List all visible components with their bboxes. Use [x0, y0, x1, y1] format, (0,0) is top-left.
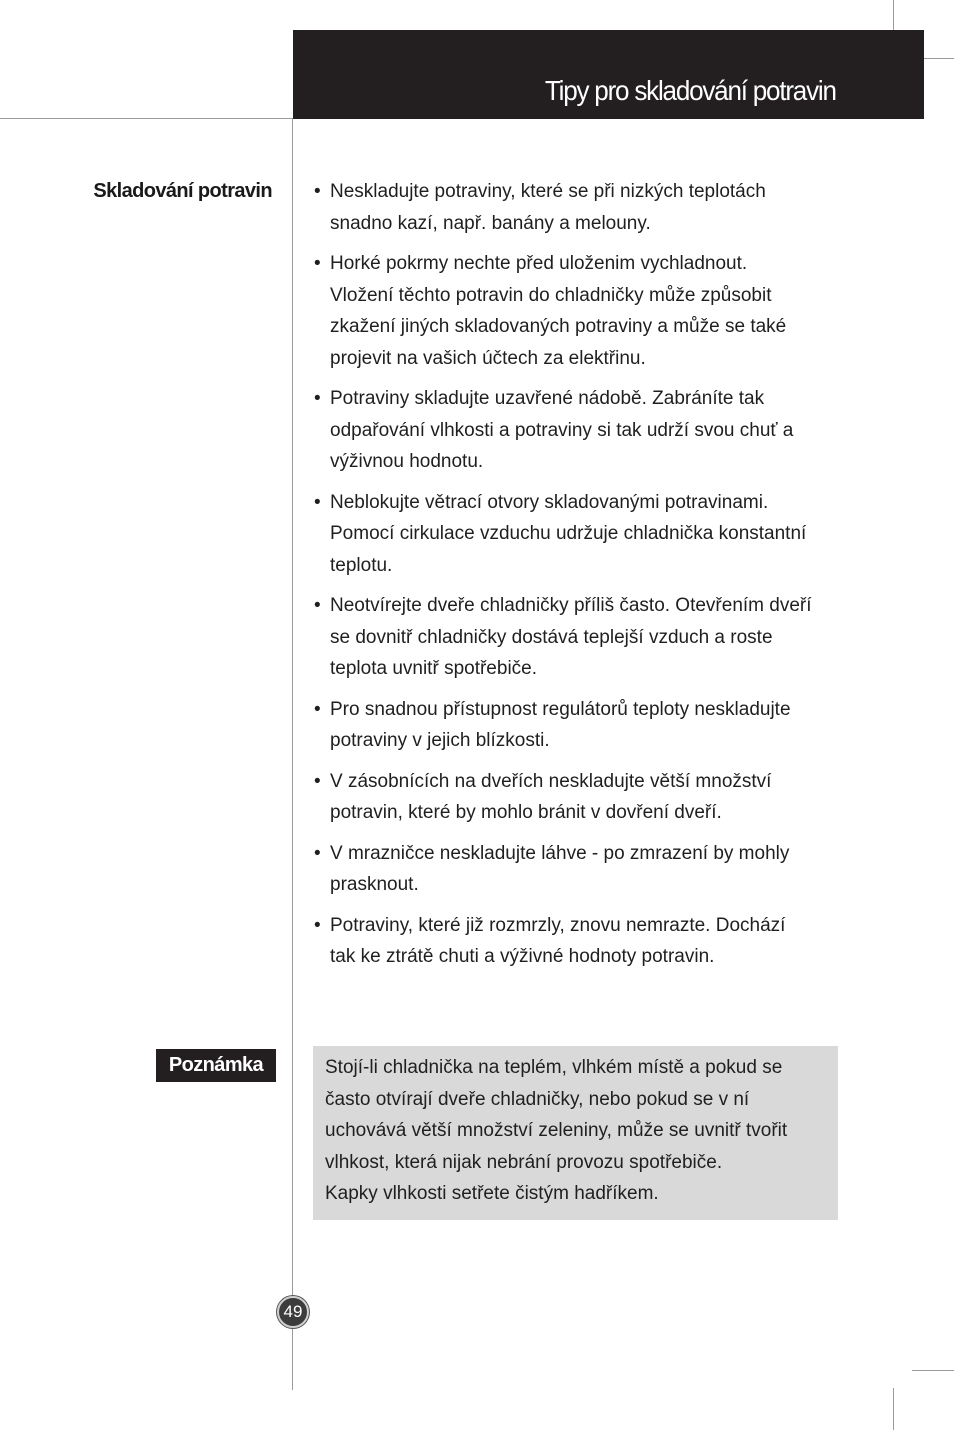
tip-item — [313, 176, 853, 239]
tip-item — [313, 694, 853, 757]
crop-mark-bottom — [893, 1388, 894, 1430]
tip-text-line: se dovnitř chladničky dostává teplejší vzduch a roste — [330, 626, 773, 648]
bullet-icon: • — [314, 595, 321, 616]
tip-text-line: Potraviny, které již rozmrzly, znovu nemrazte. Dochází — [330, 914, 786, 936]
tip-text-line: výživnou hodnotu. — [330, 451, 484, 472]
tip-text-line: Pomocí cirkulace vzduchu udržuje chladnička konstantní — [330, 523, 807, 544]
tip-text-line: Vložení těchto potravin do chladničky může způsobit — [330, 284, 772, 306]
crop-mark-bottom-right — [912, 1370, 954, 1371]
bullet-icon: • — [314, 842, 321, 864]
page-title: Tipy pro skladování potravin — [545, 75, 836, 106]
note-text-line: vlhkost, která nijak nebrání provozu spotřebiče. — [325, 1151, 723, 1173]
note-text-line: uchovává větší množství zeleniny, může se uvnitř tvořit — [325, 1120, 788, 1141]
tip-text-line: Neskladujte potraviny, které se při nizkých teplotách — [330, 181, 766, 202]
tip-text-line: tak ke ztrátě chuti a výživné hodnoty potravin. — [330, 946, 715, 967]
tip-item — [313, 838, 853, 901]
tip-text-line: odpařování vlhkosti a potraviny si tak udrží svou chuť a — [330, 419, 794, 441]
tip-item — [313, 766, 853, 829]
section-heading: Skladování potravin — [93, 180, 272, 202]
tip-text-line: V mrazničce neskladujte láhve - po zmrazení by mohly — [330, 842, 790, 864]
note-box — [313, 1046, 838, 1220]
tip-text-line: prasknout. — [330, 874, 419, 895]
tip-text-line: Horké pokrmy nechte před uloženim vychladnout. — [330, 253, 748, 274]
tip-item — [313, 487, 853, 582]
tip-text-line: potravin, které by mohlo bránit v dovření dveří. — [330, 802, 722, 823]
crop-mark-top-right — [924, 58, 954, 59]
tip-text-line: projevit na vašich účtech za elektřinu. — [330, 347, 646, 369]
tip-item — [313, 590, 853, 685]
note-label: Poznámka — [156, 1049, 276, 1082]
tip-text-line: Neotvírejte dveře chladničky příliš často. Otevřením dveří — [330, 595, 812, 616]
tip-item — [313, 383, 853, 478]
tip-text-line: teplota uvnitř spotřebiče. — [330, 658, 538, 679]
tip-text-line: Potraviny skladujte uzavřené nádobě. Zabráníte tak — [330, 388, 765, 409]
crop-mark-top — [893, 0, 894, 30]
tip-text-line: potraviny v jejich blízkosti. — [330, 730, 550, 751]
tip-text-line: zkažení jiných skladovaných potraviny a může se také — [330, 316, 787, 337]
tip-text-line: teplotu. — [330, 554, 393, 576]
note-text-line: Kapky vlhkosti setřete čistým hadříkem. — [325, 1183, 659, 1204]
note-text-line: Stojí-li chladnička na teplém, vlhkém místě a pokud se — [325, 1057, 783, 1078]
tips-list — [313, 176, 853, 982]
page-number: 49 — [277, 1296, 309, 1328]
bullet-icon: • — [314, 698, 321, 720]
tip-text-line: Neblokujte větrací otvory skladovanými potravinami. — [330, 491, 769, 513]
tip-text-line: V zásobnících na dveřích neskladujte větší množství — [330, 770, 772, 792]
column-divider — [292, 118, 293, 1390]
header-rule — [0, 118, 292, 119]
bullet-icon: • — [314, 914, 321, 936]
tip-item — [313, 248, 853, 374]
note-text-line: často otvírají dveře chladničky, nebo pokud se v ní — [325, 1088, 750, 1110]
bullet-icon: • — [314, 181, 321, 202]
tip-text-line: snadno kazí, např. banány a melouny. — [330, 212, 651, 234]
tip-text-line: Pro snadnou přístupnost regulátorů teploty neskladujte — [330, 698, 791, 720]
page-header-bar — [293, 30, 924, 119]
bullet-icon: • — [314, 253, 321, 274]
bullet-icon: • — [314, 388, 321, 409]
bullet-icon: • — [314, 770, 321, 792]
bullet-icon: • — [314, 491, 321, 513]
tip-item — [313, 910, 853, 973]
